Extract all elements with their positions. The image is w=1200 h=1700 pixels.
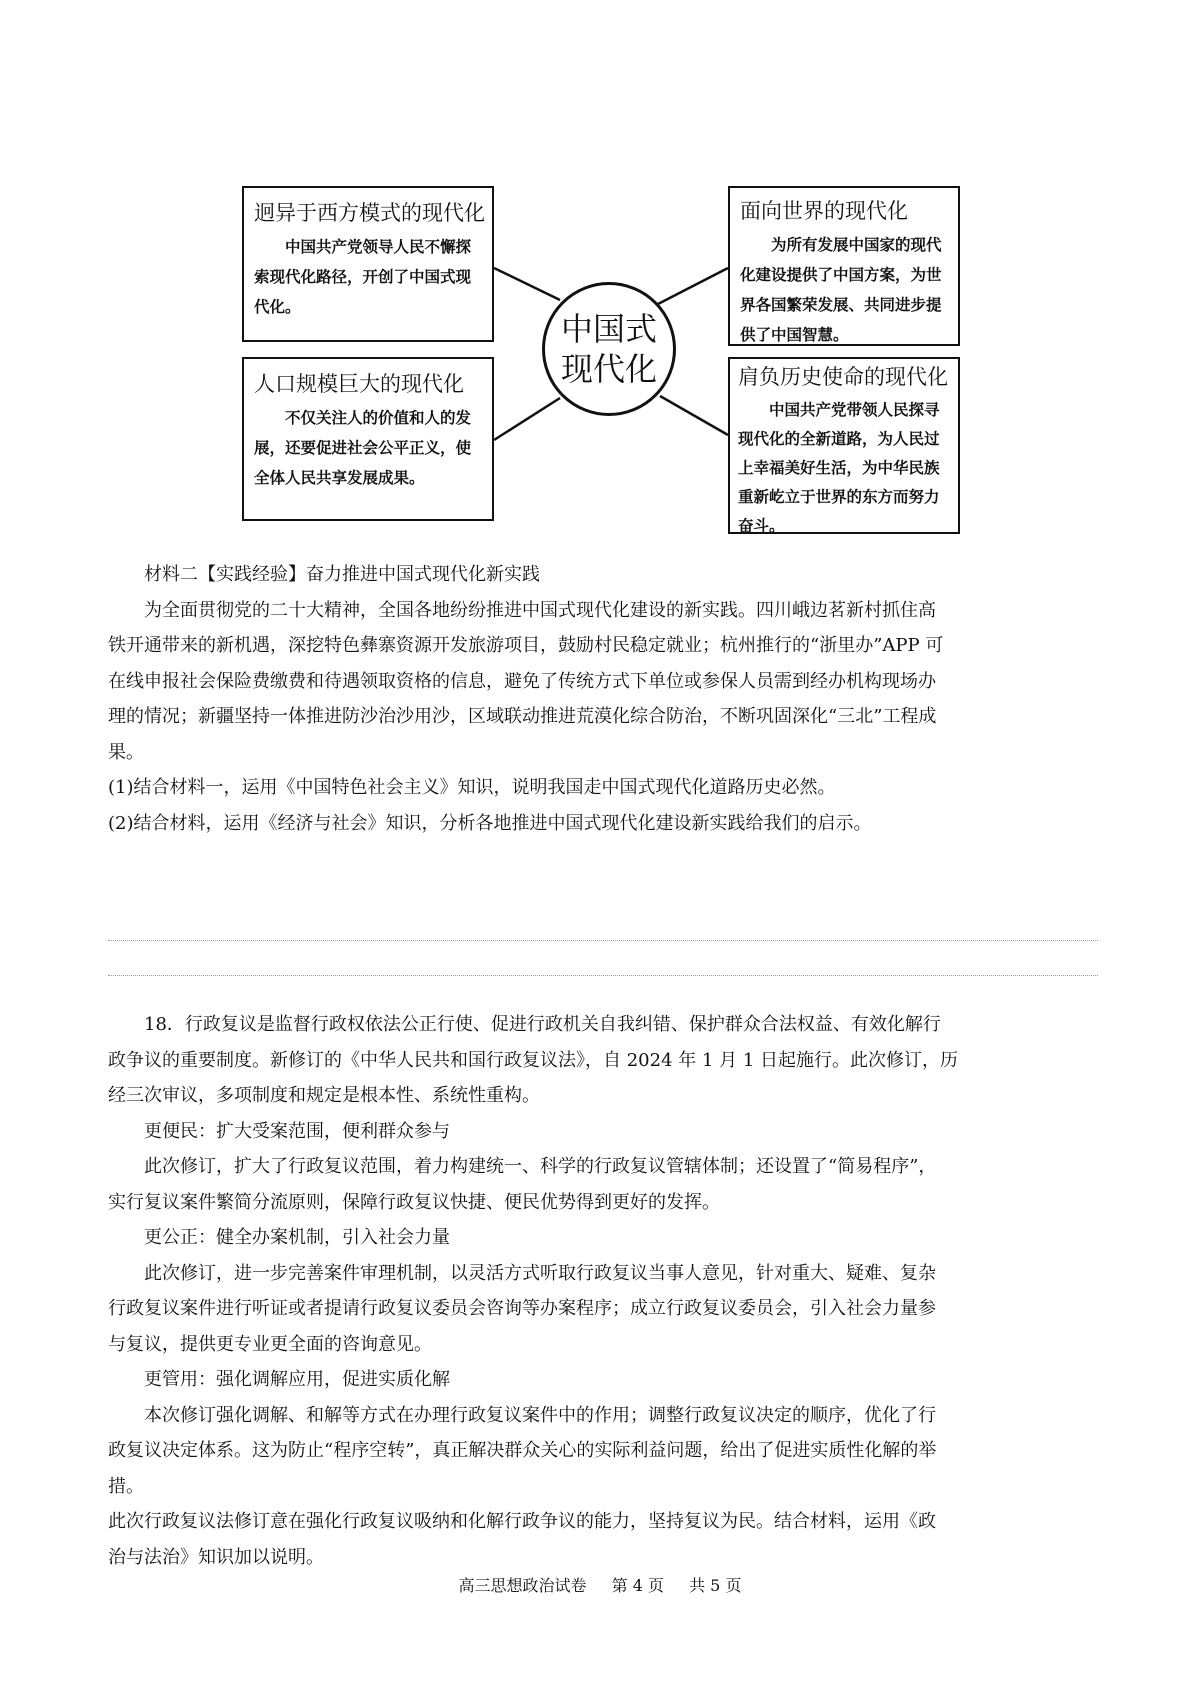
diagram-box-top-left (242, 186, 494, 342)
subheading-fairness: 更公正：健全办案机制，引入社会力量 (144, 1227, 450, 1248)
material-two-section (108, 557, 1098, 841)
box-title: 肩负历史使命的现代化 (738, 365, 948, 389)
question-18-line: 18．行政复议是监督行政权依法公正行使、促进行政机关自我纠错、保护群众合法权益、有效化解行 (144, 1014, 941, 1035)
question-18-line: 实行复议案件繁简分流原则，保障行政复议快捷、便民优势得到更好的发挥。 (108, 1191, 720, 1213)
question-one: (1)结合材料一，运用《中国特色社会主义》知识，说明我国走中国式现代化道路历史必然。 (108, 777, 836, 798)
center-label: 中国式现代化 (560, 310, 657, 388)
question-18-line: 行政复议案件进行听证或者提请行政复议委员会咨询等办案程序；成立行政复议委员会，引入社会力量参 (108, 1298, 936, 1319)
subheading-effectiveness: 更管用：强化调解应用，促进实质化解 (144, 1369, 450, 1390)
diagram-box-bottom-right (728, 357, 960, 534)
material-line: 在线申报社会保险费缴费和待遇领取资格的信息，避免了传统方式下单位或参保人员需到经办机构现场办 (108, 670, 936, 692)
footer-exam-title: 高三思想政治试卷 (458, 1576, 587, 1595)
question-18-prompt: 治与法治》知识加以说明。 (108, 1546, 324, 1568)
question-18-line: 政复议决定体系。这为防止“程序空转”，真正解决群众关心的实际利益问题，给出了促进实质性化解的举 (108, 1440, 937, 1461)
center-circle (542, 282, 676, 416)
footer-page-number: 第 4 页 (611, 1576, 664, 1595)
connector-lines (0, 0, 1200, 560)
material-heading: 材料二【实践经验】奋力推进中国式现代化新实践 (144, 564, 540, 585)
concept-diagram (0, 0, 1200, 560)
answer-line (108, 975, 1098, 976)
box-body: 为所有发展中国家的现代化建设提供了中国方案，为世界各国繁荣发展、共同进步提供了中国智慧。 (740, 236, 942, 344)
subheading-convenience: 更便民：扩大受案范围，便利群众参与 (144, 1120, 450, 1142)
box-title: 迥异于西方模式的现代化 (254, 201, 485, 225)
footer-total-pages: 共 5 页 (689, 1576, 742, 1595)
question-18-line: 此次修订，扩大了行政复议范围，着力构建统一、科学的行政复议管辖体制；还设置了“简易程序”， (144, 1156, 937, 1177)
question-18-line: 本次修订强化调解、和解等方式在办理行政复议案件中的作用；调整行政复议决定的顺序，优化了行 (144, 1404, 936, 1426)
question-18-line: 此次修订，进一步完善案件审理机制，以灵活方式听取行政复议当事人意见，针对重大、疑难、复杂 (144, 1262, 936, 1284)
question-18-prompt: 此次行政复议法修订意在强化行政复议吸纳和化解行政争议的能力，坚持复议为民。结合材料，运用《政 (108, 1511, 936, 1532)
box-title: 面向世界的现代化 (740, 199, 908, 223)
question-18-line: 与复议，提供更专业更全面的咨询意见。 (108, 1333, 432, 1355)
material-line: 理的情况；新疆坚持一体推进防沙治沙用沙，区域联动推进荒漠化综合防治，不断巩固深化“三北”工程成 (108, 706, 937, 727)
question-18-line: 经三次审议，多项制度和规定是根本性、系统性重构。 (108, 1085, 540, 1106)
box-title: 人口规模巨大的现代化 (254, 372, 464, 396)
question-two: (2)结合材料，运用《经济与社会》知识，分析各地推进中国式现代化建设新实践给我们的启示。 (108, 812, 872, 834)
question-18-line: 措。 (108, 1475, 144, 1497)
material-line: 果。 (108, 741, 144, 763)
diagram-box-top-right (728, 186, 960, 346)
page-footer (0, 1574, 1200, 1598)
box-body: 不仅关注人的价值和人的发展，还要促进社会公平正义，使全体人民共享发展成果。 (254, 409, 472, 487)
answer-line (108, 940, 1098, 941)
material-line: 铁开通带来的新机遇，深挖特色彝寨资源开发旅游项目，鼓励村民稳定就业；杭州推行的“浙里办”APP 可 (108, 635, 944, 656)
material-line: 为全面贯彻党的二十大精神，全国各地纷纷推进中国式现代化建设的新实践。四川峨边茗新村抓住高 (144, 599, 936, 621)
question-18-line: 政争议的重要制度。新修订的《中华人民共和国行政复议法》，自 2024 年 1 月 1 日起施行。此次修订，历 (108, 1049, 959, 1071)
diagram-box-bottom-left (242, 357, 494, 521)
box-body: 中国共产党带领人民探寻现代化的全新道路，为人民过上幸福美好生活，为中华民族重新屹立于世界的东方而努力奋斗。 (738, 401, 940, 535)
box-body: 中国共产党领导人民不懈探索现代化路径，开创了中国式现代化。 (254, 238, 472, 316)
question-18-section (108, 1007, 1098, 1575)
